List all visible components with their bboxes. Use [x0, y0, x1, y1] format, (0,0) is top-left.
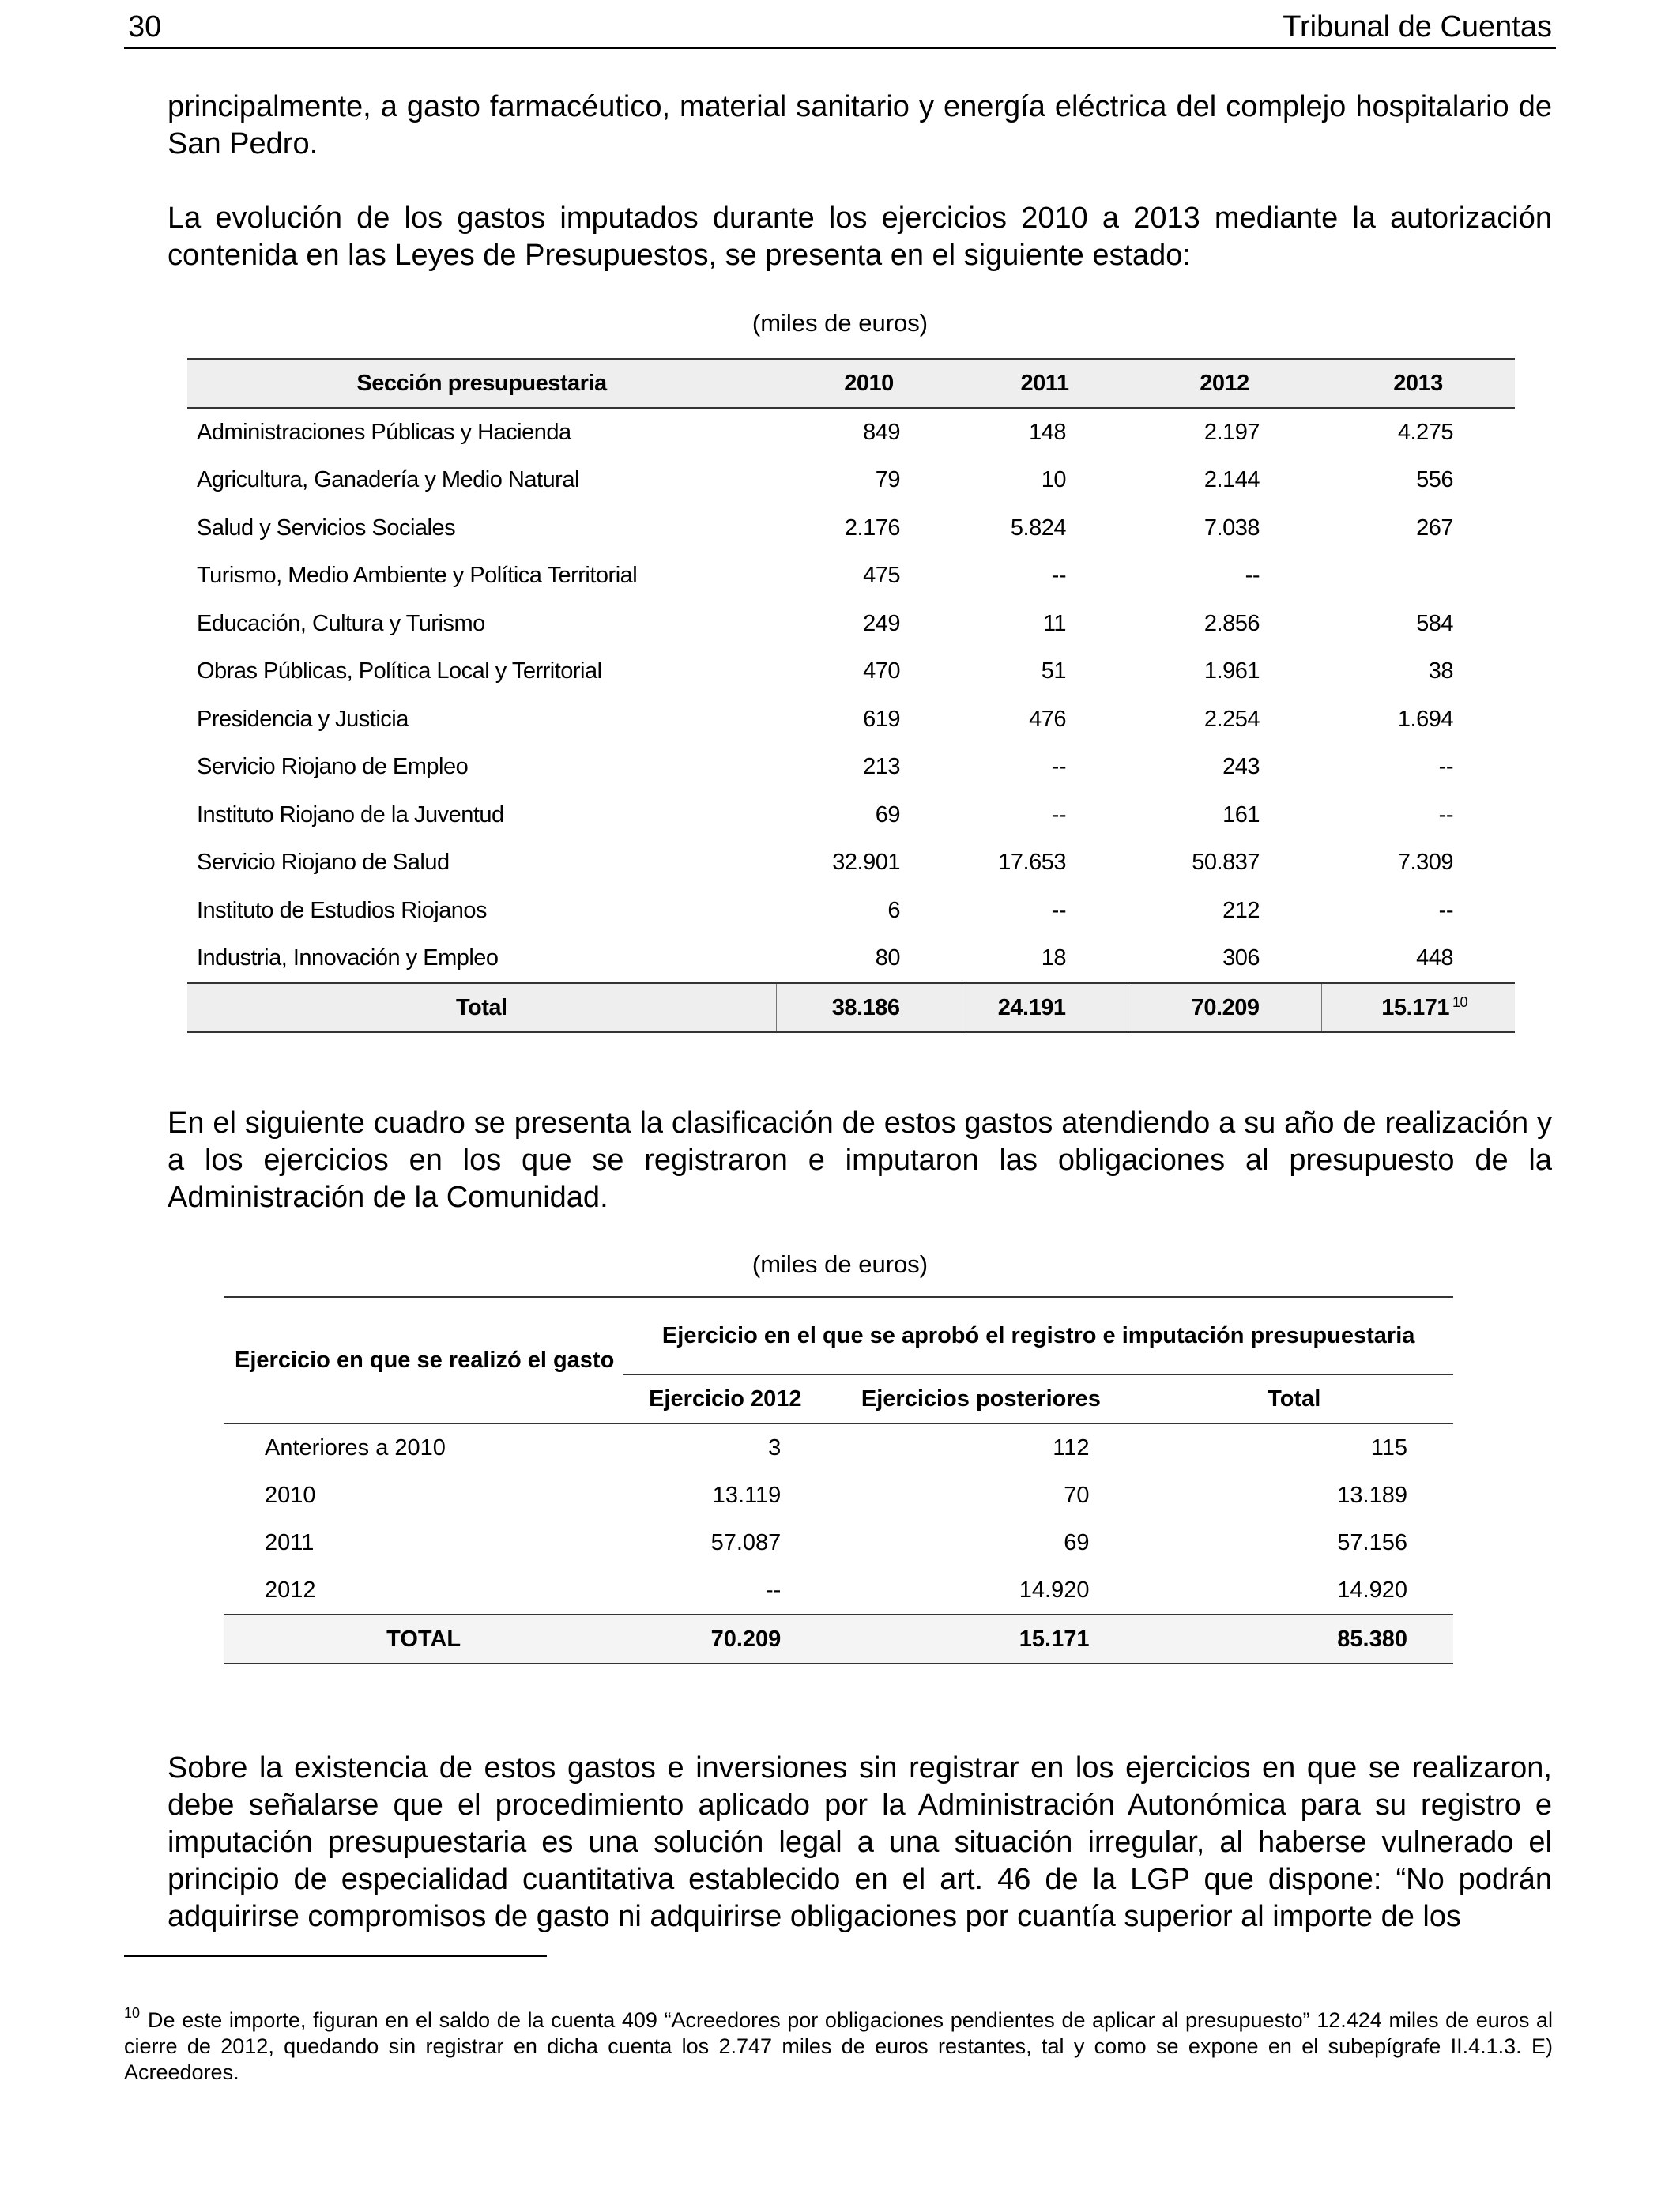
row-header-year-incurred: Ejercicio en que se realizó el gasto [224, 1297, 623, 1423]
table-header-row [187, 359, 1515, 408]
table-row: Turismo, Medio Ambiente y Política Territorial 475 -- -- [197, 563, 1260, 589]
paragraph-2: La evolución de los gastos imputados durante los ejercicios 2010 a 2013 mediante la autorización contenida en las Leyes de Presupuestos, se presenta en el siguiente estado: [168, 202, 1552, 272]
document-source: Tribunal de Cuentas [1283, 10, 1552, 43]
table-total-row: TOTAL 70.209 15.171 85.380 [224, 1615, 1453, 1664]
col-header-ejercicio-2012: Ejercicio 2012 [623, 1374, 827, 1423]
table-row: Instituto Riojano de la Juventud 69 -- 161 -- [197, 801, 1453, 827]
table-row: Servicio Riojano de Salud 32.901 17.653 50.837 7.309 [197, 850, 1453, 876]
table-row: Presidencia y Justicia 619 476 2.254 1.694 [197, 706, 1453, 732]
col-header-2011: 2011 [962, 359, 1128, 408]
col-header-2013: 2013 [1321, 359, 1515, 408]
footnote [124, 2000, 1553, 2086]
total-2013-value: 15.171 [1381, 995, 1449, 1020]
group-header-approval-year: Ejercicio en el que se aprobó el registro e imputación presupuestaria [623, 1297, 1453, 1374]
table-row: 2010 13.119 70 13.189 [265, 1482, 1407, 1508]
table-row: 2011 57.087 69 57.156 [265, 1529, 1407, 1555]
table-row: Servicio Riojano de Empleo 213 -- 243 -- [197, 754, 1453, 780]
table-header-row [224, 1297, 1453, 1374]
table-row: 2012 -- 14.920 14.920 [265, 1577, 1407, 1603]
footnote-mark: 10 [124, 2005, 141, 2021]
paragraph-3: En el siguiente cuadro se presenta la clasificación de estos gastos atendiendo a su año de realización y a los ejercicios en los que se registraron e imputaron las obligaciones al presupuesto de la Administración de la Comunidad. [168, 1106, 1552, 1214]
col-header-2010: 2010 [776, 359, 962, 408]
page-header [124, 6, 1556, 49]
paragraph-4: Sobre la existencia de estos gastos e inversiones sin registrar en los ejercicios en que se realizaron, debe señalarse que el procedimiento aplicado por la Administración Autonómica para su registro e imputación presupuestaria es una solución legal a una situación irregular, al haberse vulnerado el principio de especialidad cuantitativa establecido en el art. 46 de la LGP que dispone: “No podrán adquirirse compromisos de gasto ni adquirirse obligaciones por cuantía superior al importe de los [168, 1751, 1552, 1933]
table-row: Instituto de Estudios Riojanos 6 -- 212 -- [197, 897, 1453, 923]
col-header-total: Total [1135, 1374, 1453, 1423]
table-row: Agricultura, Ganadería y Medio Natural 79 10 2.144 556 [197, 467, 1453, 493]
table1-units: (miles de euros) [751, 309, 929, 337]
paragraph-1: principalmente, a gasto farmacéutico, material sanitario y energía eléctrica del complejo hospitalario de San Pedro. [168, 90, 1552, 160]
budget-section-table [187, 358, 1515, 1033]
table-row: Administraciones Públicas y Hacienda 849 148 2.197 4.275 [197, 419, 1453, 445]
table-total-row: Total 38.186 24.191 70.209 15.171 $^{10}$ [187, 983, 1515, 1032]
expense-year-table [224, 1296, 1453, 1664]
col-header-section: Sección presupuestaria [187, 359, 776, 408]
footnote-divider [124, 1955, 547, 1957]
table-row: Industria, Innovación y Empleo 80 18 306 448 [197, 945, 1453, 971]
table-row: Educación, Cultura y Turismo 249 11 2.856 584 [197, 610, 1453, 636]
page-number: 30 [128, 10, 162, 43]
footnote-text: De este importe, figuran en el saldo de la cuenta 409 “Acreedores por obligaciones pendientes de aplicar al presupuesto” 12.424 miles de euros al cierre de 2012, quedando sin registrar en dicha cuenta los 2.747 miles de euros restantes, tal y como se expone en el subepígrafe II.4.1.3. E) Acreedores. [124, 2008, 1553, 2084]
col-header-2012: 2012 [1128, 359, 1321, 408]
col-header-ejercicios-posteriores: Ejercicios posteriores [827, 1374, 1135, 1423]
table2-units: (miles de euros) [751, 1250, 929, 1278]
table-row: Obras Públicas, Política Local y Territorial 470 51 1.961 38 [197, 658, 1453, 684]
table-row: Salud y Servicios Sociales 2.176 5.824 7.038 267 [197, 515, 1453, 541]
footnote-reference[interactable]: 10 [1452, 994, 1467, 1010]
table-row: Anteriores a 2010 3 112 115 [265, 1434, 1407, 1461]
